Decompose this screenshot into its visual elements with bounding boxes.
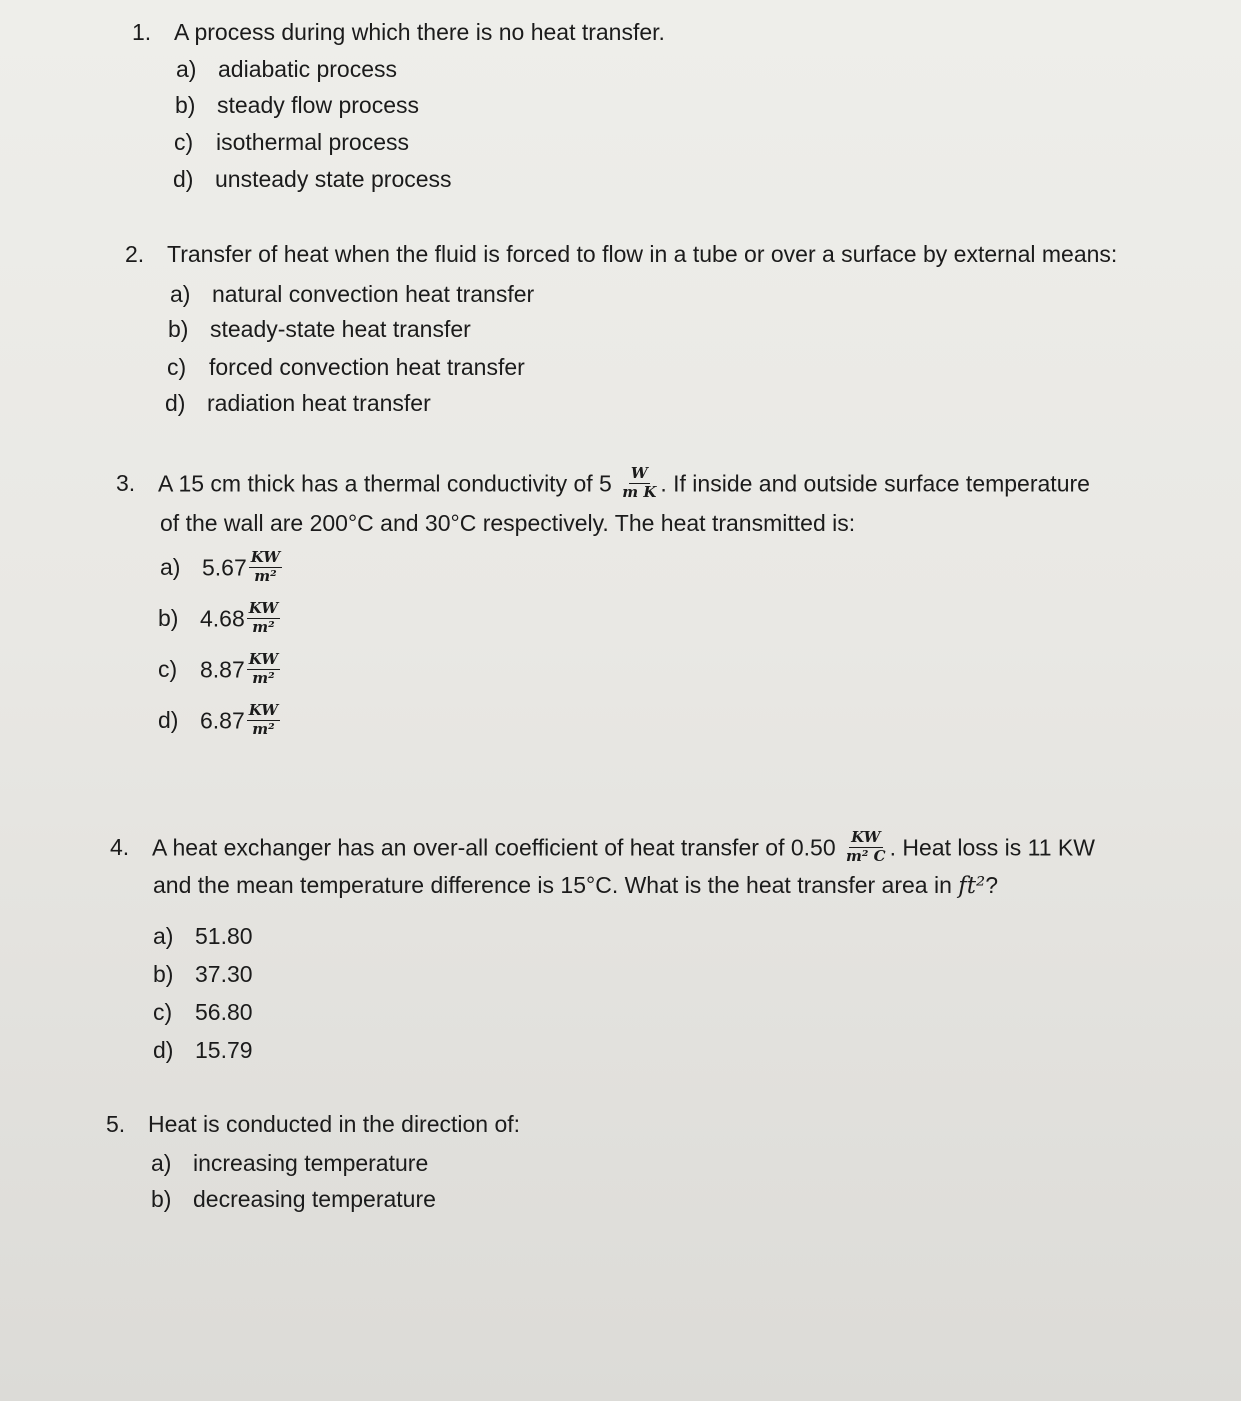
question-2-stem xyxy=(125,240,1117,269)
option-text: forced convection heat transfer xyxy=(209,354,525,380)
option-letter: c) xyxy=(158,656,178,683)
option-letter: b) xyxy=(175,92,196,118)
option-text: radiation heat transfer xyxy=(207,390,431,416)
option-5b xyxy=(151,1186,436,1213)
option-unit-fraction xyxy=(247,703,280,738)
question-number: 4. xyxy=(110,834,130,861)
option-4d xyxy=(153,1037,253,1064)
question-4-stem-line1 xyxy=(110,828,1095,867)
unit-denominator: m² C xyxy=(846,846,886,865)
option-letter: a) xyxy=(176,56,197,82)
question-text: A heat exchanger has an over-all coefficient of heat transfer of 0.50 xyxy=(152,834,836,861)
question-1-stem xyxy=(132,18,665,47)
question-4 xyxy=(110,828,1095,900)
unit-numerator: KW xyxy=(248,701,279,719)
option-letter: c) xyxy=(174,129,194,155)
option-text: steady flow process xyxy=(217,92,419,118)
question-3 xyxy=(116,464,1090,537)
option-value: 5.67 xyxy=(202,554,247,581)
option-1b xyxy=(175,92,419,119)
option-letter: a) xyxy=(153,923,174,949)
option-4b xyxy=(153,961,253,988)
option-text: 37.30 xyxy=(195,961,253,987)
option-unit-fraction xyxy=(247,652,280,687)
question-number: 2. xyxy=(125,241,145,267)
option-3a xyxy=(160,548,284,587)
option-letter: d) xyxy=(165,390,186,416)
option-text: increasing temperature xyxy=(193,1150,429,1176)
option-text: decreasing temperature xyxy=(193,1186,436,1212)
conductivity-unit-fraction xyxy=(620,466,658,501)
option-3b xyxy=(158,599,282,638)
question-text: Heat is conducted in the direction of: xyxy=(148,1111,521,1137)
question-5-stem xyxy=(106,1110,520,1139)
option-3c xyxy=(158,650,282,689)
unit-numerator: KW xyxy=(248,650,279,668)
question-text: A 15 cm thick has a thermal conductivity of 5 xyxy=(158,470,612,497)
area-unit: ft² xyxy=(958,872,986,899)
option-value: 6.87 xyxy=(200,707,245,734)
unit-denominator: m² xyxy=(252,617,275,636)
unit-numerator: KW xyxy=(248,599,279,617)
coefficient-unit-fraction xyxy=(844,830,888,865)
option-1d xyxy=(173,166,452,193)
question-5 xyxy=(106,1110,520,1139)
option-3d xyxy=(158,701,282,740)
question-3-stem-line2 xyxy=(160,509,1090,538)
option-value: 4.68 xyxy=(200,605,245,632)
question-3-stem-line1 xyxy=(116,464,1090,503)
option-1a xyxy=(176,56,397,83)
option-value: 8.87 xyxy=(200,656,245,683)
question-number: 3. xyxy=(116,470,136,497)
unit-numerator: KW xyxy=(851,828,881,846)
option-letter: c) xyxy=(153,999,173,1025)
option-letter: c) xyxy=(167,354,187,380)
option-5a xyxy=(151,1150,428,1177)
option-text: unsteady state process xyxy=(215,166,452,192)
option-letter: b) xyxy=(151,1186,172,1212)
option-letter: b) xyxy=(153,961,174,987)
option-text: adiabatic process xyxy=(218,56,397,82)
option-text: 51.80 xyxy=(195,923,253,949)
option-2c xyxy=(167,354,525,381)
option-letter: b) xyxy=(168,316,189,342)
question-text: Transfer of heat when the fluid is forced to flow in a tube or over a surface by external means: xyxy=(167,241,1118,267)
option-letter: b) xyxy=(158,605,179,632)
unit-numerator: W xyxy=(630,464,648,482)
option-4a xyxy=(153,923,253,950)
option-4c xyxy=(153,999,253,1026)
question-number: 1. xyxy=(132,19,152,45)
option-text: 15.79 xyxy=(195,1037,253,1063)
option-unit-fraction xyxy=(249,550,282,585)
option-2b xyxy=(168,316,471,343)
question-text-line2-end: ? xyxy=(985,871,999,898)
unit-denominator: m² xyxy=(252,719,275,738)
question-text-line2: and the mean temperature difference is 15°C. What is the heat transfer area in xyxy=(153,871,959,898)
option-letter: d) xyxy=(173,166,194,192)
question-1 xyxy=(132,18,665,47)
option-letter: d) xyxy=(153,1037,174,1063)
question-text-cont: . If inside and outside surface temperature xyxy=(660,470,1090,497)
question-4-stem-line2 xyxy=(153,871,1095,901)
option-2d xyxy=(165,390,431,417)
option-unit-fraction xyxy=(247,601,280,636)
option-letter: d) xyxy=(158,707,179,734)
unit-denominator: m² xyxy=(252,668,275,687)
question-text: A process during which there is no heat transfer. xyxy=(174,19,665,45)
option-text: steady-state heat transfer xyxy=(210,316,471,342)
option-letter: a) xyxy=(170,281,191,307)
question-2 xyxy=(125,240,1117,269)
option-text: natural convection heat transfer xyxy=(212,281,535,307)
option-letter: a) xyxy=(160,554,181,581)
option-letter: a) xyxy=(151,1150,172,1176)
question-number: 5. xyxy=(106,1111,126,1137)
question-text-line2: of the wall are 200°C and 30°C respectively. The heat transmitted is: xyxy=(160,509,856,536)
unit-denominator: m² xyxy=(254,566,277,585)
option-text: 56.80 xyxy=(195,999,253,1025)
question-text-cont: . Heat loss is 11 KW xyxy=(889,834,1095,861)
option-2a xyxy=(170,281,534,308)
unit-denominator: m K xyxy=(622,482,657,501)
unit-numerator: KW xyxy=(250,548,281,566)
option-1c xyxy=(174,129,409,156)
option-text: isothermal process xyxy=(216,129,410,155)
